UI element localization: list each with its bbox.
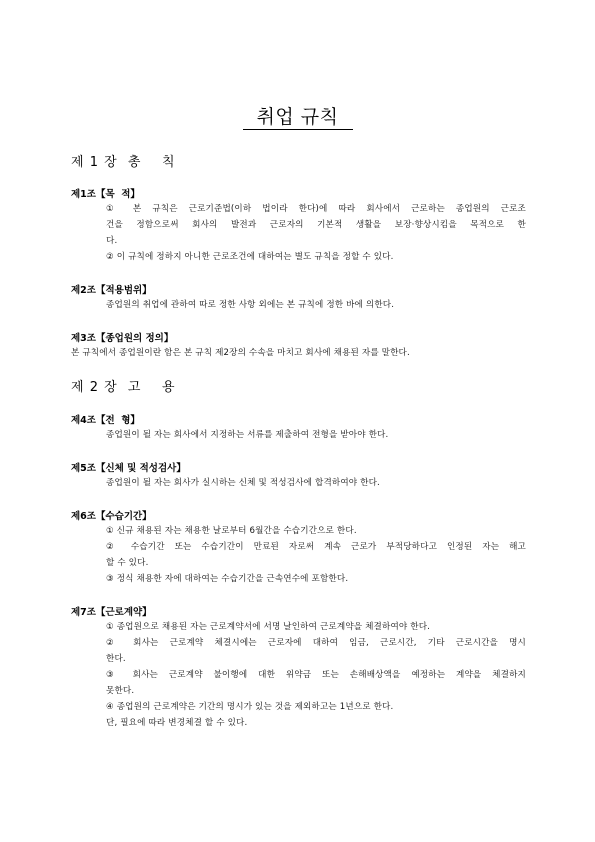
- article-7-line: ③ 회사는 근로계약 불이행에 대한 위약금 또는 손해배상액을 예정하는 계약을 체결하지: [106, 670, 526, 680]
- title-underline: [243, 129, 353, 130]
- article-7-heading: 제7조【근로계약】: [71, 607, 152, 618]
- article-6-line: ① 신규 채용된 자는 채용한 날로부터 6월간을 수습기간으로 한다.: [106, 526, 357, 536]
- article-5-heading: 제5조【신체 및 적성검사】: [71, 463, 186, 474]
- article-5-line: 종업원이 될 자는 회사가 실시하는 신체 및 적성검사에 합격하여야 한다.: [106, 478, 380, 488]
- article-7-line: ④ 종업원의 근로계약은 기간의 명시가 있는 것을 제외하고는 1년으로 한다.: [106, 702, 394, 712]
- article-1-line: ① 본 규칙은 근로기준법(이하 법이라 한다)에 따라 회사에서 근로하는 종업원의 근로조: [106, 204, 526, 214]
- article-6-line: 할 수 있다.: [106, 558, 149, 568]
- article-6-line: ② 수습기간 또는 수습기간이 만료된 자로써 계속 근로가 부적당하다고 인정된 자는 해고: [106, 542, 526, 552]
- article-4-line: 종업원이 될 자는 회사에서 지정하는 서류를 제출하여 전형을 받아야 한다.: [106, 430, 389, 440]
- article-6-heading: 제6조【수습기간】: [71, 511, 152, 522]
- article-1-line: 건을 정함으로써 회사의 발전과 근로자의 기본적 생활을 보장·향상시킴을 목적으로 한: [106, 220, 526, 230]
- article-4-heading: 제4조【전 형】: [71, 415, 140, 426]
- article-3-heading: 제3조【종업원의 정의】: [71, 333, 174, 344]
- article-2-line: 종업원의 취업에 관하여 따로 정한 사항 외에는 본 규칙에 정한 바에 의한다.: [106, 300, 395, 310]
- chapter-1-heading: 제 1 장 총 칙: [71, 155, 176, 170]
- chapter-2-heading: 제 2 장 고 용: [71, 380, 176, 395]
- article-7-line: ① 종업원으로 채용된 자는 근로계약서에 서명 날인하여 근로계약을 체결하여야 한다.: [106, 622, 431, 632]
- article-1-line: ② 이 규칙에 정하지 아니한 근로조건에 대하여는 별도 규칙을 정할 수 있다.: [106, 252, 394, 262]
- document-title: 취업 규칙: [256, 106, 339, 128]
- article-6-line: ③ 정식 채용한 자에 대하여는 수습기간을 근속연수에 포함한다.: [106, 574, 349, 584]
- article-7-line: 단, 필요에 따라 변경체결 할 수 있다.: [106, 718, 248, 728]
- article-1-line: 다.: [106, 236, 118, 246]
- article-7-line: ② 회사는 근로계약 체결시에는 근로자에 대하여 임금, 근로시간, 기타 근로시간을 명시: [106, 638, 526, 648]
- article-7-line: 못한다.: [106, 686, 135, 696]
- article-2-heading: 제2조【적용범위】: [71, 285, 152, 296]
- article-7-line: 한다.: [106, 654, 126, 664]
- article-3-line: 본 규칙에서 종업원이란 함은 본 규칙 제2장의 수속을 마치고 회사에 채용된 자를 말한다.: [71, 348, 410, 358]
- article-1-heading: 제1조【목 적】: [71, 189, 140, 200]
